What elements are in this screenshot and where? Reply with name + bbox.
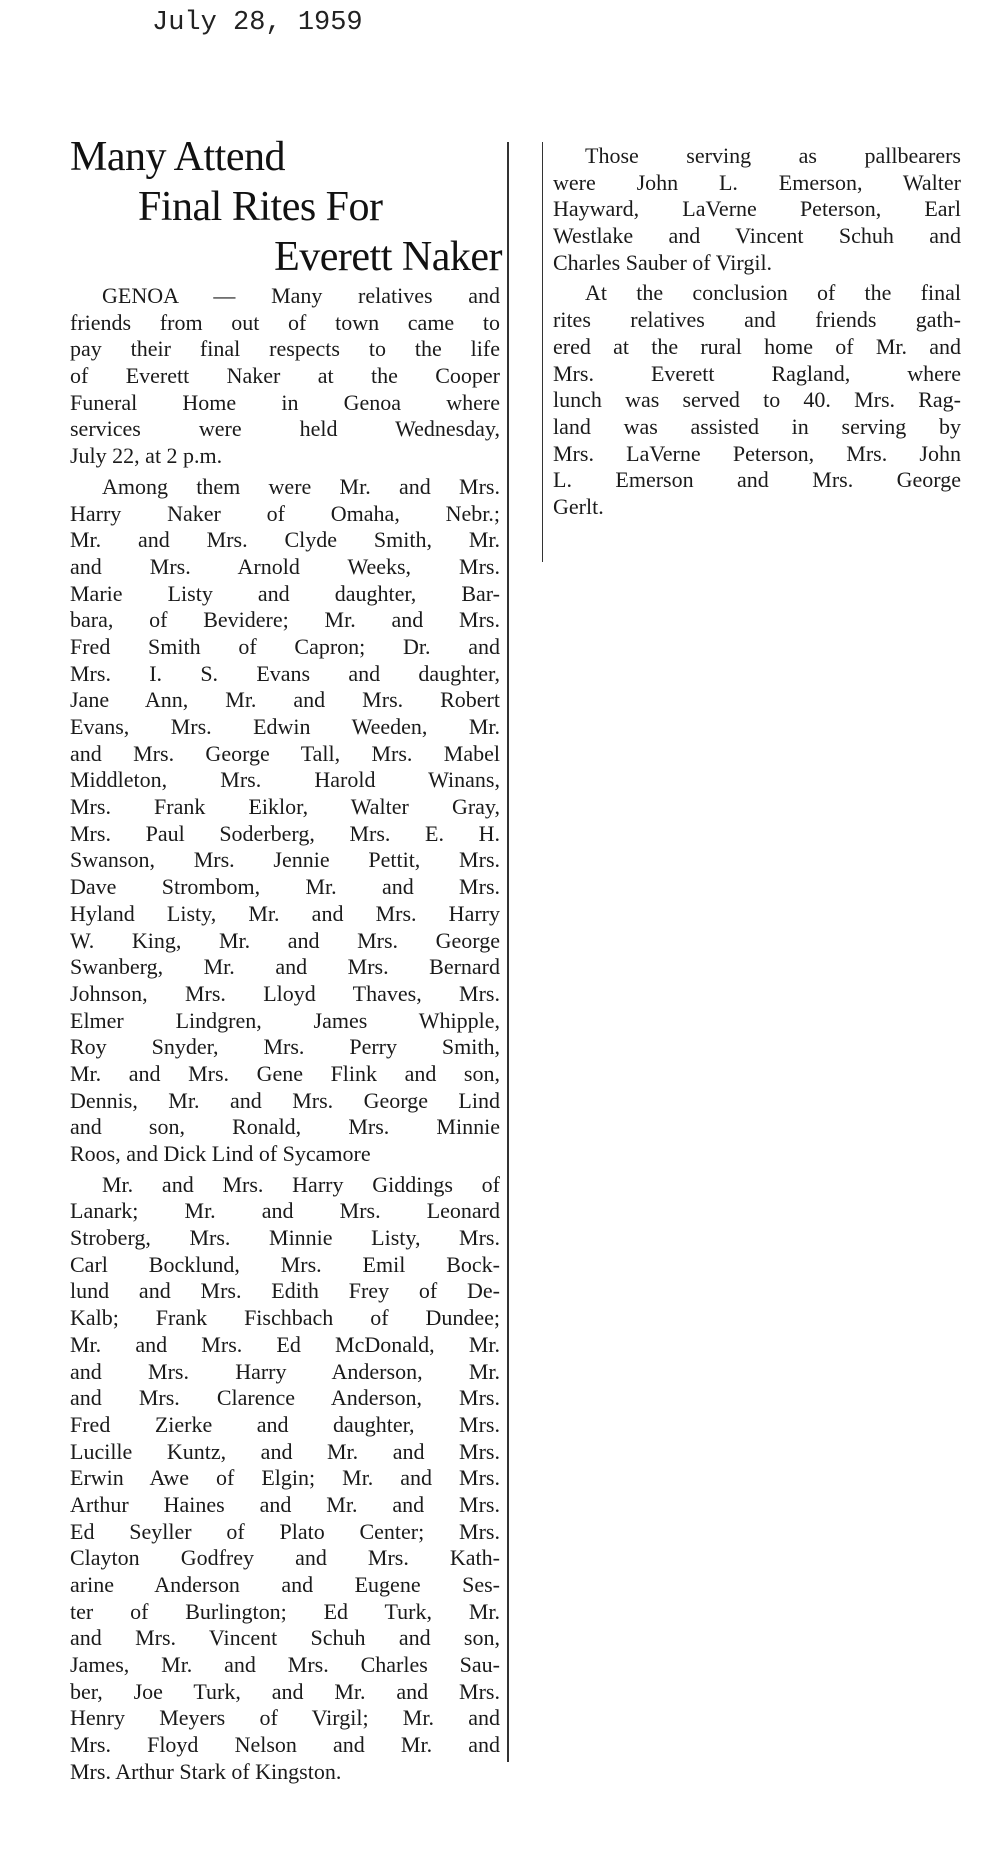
text-line: of Everett Naker at the Cooper <box>70 363 500 389</box>
text-line: friends from out of town came to <box>70 309 500 335</box>
text-line: lund and Mrs. Edith Frey of De- <box>70 1278 500 1304</box>
column-rule <box>507 142 509 1762</box>
text-line: ber, Joe Turk, and Mr. and Mrs. <box>70 1678 500 1704</box>
text-line: Mr. and Mrs. Gene Flink and son, <box>70 1060 500 1086</box>
text-line: lunch was served to 40. Mrs. Rag- <box>553 387 961 413</box>
text-line: Swanson, Mrs. Jennie Pettit, Mrs. <box>70 847 500 873</box>
text-line: Hayward, LaVerne Peterson, Earl <box>553 196 961 222</box>
text-line: July 22, at 2 p.m. <box>70 443 223 469</box>
text-line: Those serving as pallbearers <box>585 143 961 168</box>
column-rule <box>542 142 543 562</box>
text-line: Fred Zierke and daughter, Mrs. <box>70 1411 500 1437</box>
text-line: and Mrs. Harry Anderson, Mr. <box>70 1358 500 1384</box>
text-line: Arthur Haines and Mr. and Mrs. <box>70 1491 500 1517</box>
headline-line: Everett Naker <box>274 234 502 280</box>
text-line: services were held Wednesday, <box>70 416 500 442</box>
text-line: Erwin Awe of Elgin; Mr. and Mrs. <box>70 1465 500 1491</box>
text-line: Carl Bocklund, Mrs. Emil Bock- <box>70 1251 500 1277</box>
text-line: and Mrs. Arnold Weeks, Mrs. <box>70 553 500 579</box>
text-line: and Mrs. George Tall, Mrs. Mabel <box>70 740 500 766</box>
article-headline <box>70 132 502 282</box>
text-line: Roos, and Dick Lind of Sycamore <box>70 1141 371 1166</box>
text-line: bara, of Bevidere; Mr. and Mrs. <box>70 607 500 633</box>
text-line: Mrs. I. S. Evans and daughter, <box>70 660 500 686</box>
text-line: Mr. and Mrs. Ed McDonald, Mr. <box>70 1331 500 1357</box>
text-line: Funeral Home in Genoa where <box>70 389 500 415</box>
text-line: arine Anderson and Eugene Ses- <box>70 1572 500 1597</box>
text-line: land was assisted in serving by <box>553 413 961 439</box>
paragraph <box>70 283 500 470</box>
text-line: Jane Ann, Mr. and Mrs. Robert <box>70 687 500 713</box>
paragraph <box>70 1172 500 1786</box>
text-line: Stroberg, Mrs. Minnie Listy, Mrs. <box>70 1225 500 1251</box>
headline-line: Final Rites For <box>138 184 383 230</box>
text-line: Dennis, Mr. and Mrs. George Lind <box>70 1087 500 1113</box>
paragraph <box>70 474 500 1168</box>
text-line: Swanberg, Mr. and Mrs. Bernard <box>70 954 500 980</box>
text-line: Marie Listy and daughter, Bar- <box>70 580 500 606</box>
text-line: ter of Burlington; Ed Turk, Mr. <box>70 1598 500 1624</box>
text-line: Ed Seyller of Plato Center; Mrs. <box>70 1518 500 1544</box>
text-line: Mrs. Everett Ragland, where <box>553 360 961 386</box>
text-line: W. King, Mr. and Mrs. George <box>70 927 500 953</box>
text-line: Lanark; Mr. and Mrs. Leonard <box>70 1198 500 1224</box>
clipping-date: July 28, 1959 <box>152 8 363 38</box>
text-line: Mr. and Mrs. Harry Giddings of <box>102 1171 500 1197</box>
text-line: were John L. Emerson, Walter <box>553 169 961 195</box>
headline-line: Many Attend <box>70 134 285 180</box>
text-line: Johnson, Mrs. Lloyd Thaves, Mrs. <box>70 980 500 1006</box>
right-column <box>553 143 961 525</box>
text-line: Dave Strombom, Mr. and Mrs. <box>70 874 500 900</box>
text-line: Evans, Mrs. Edwin Weeden, Mr. <box>70 714 500 739</box>
text-line: Fred Smith of Capron; Dr. and <box>70 633 500 659</box>
text-line: Mrs. Paul Soderberg, Mrs. E. H. <box>70 820 500 846</box>
paragraph <box>553 143 961 276</box>
text-line: and son, Ronald, Mrs. Minnie <box>70 1114 500 1140</box>
text-line: Mrs. Frank Eiklor, Walter Gray, <box>70 794 500 820</box>
text-line: Mrs. Floyd Nelson and Mr. and <box>70 1732 500 1758</box>
text-line: Westlake and Vincent Schuh and <box>553 223 961 249</box>
text-line: At the conclusion of the final <box>585 280 961 306</box>
text-line: Roy Snyder, Mrs. Perry Smith, <box>70 1034 500 1060</box>
text-line: Henry Meyers of Virgil; Mr. and <box>70 1705 500 1731</box>
text-line: Gerlt. <box>553 493 604 519</box>
text-line: rites relatives and friends gath- <box>553 307 961 333</box>
text-line: Harry Naker of Omaha, Nebr.; <box>70 500 500 526</box>
text-line: Middleton, Mrs. Harold Winans, <box>70 767 500 793</box>
text-line: L. Emerson and Mrs. George <box>553 467 961 493</box>
text-line: Among them were Mr. and Mrs. <box>102 473 500 499</box>
text-line: Kalb; Frank Fischbach of Dundee; <box>70 1305 500 1331</box>
text-line: James, Mr. and Mrs. Charles Sau- <box>70 1652 500 1678</box>
text-line: Charles Sauber of Virgil. <box>553 249 773 275</box>
text-line: Hyland Listy, Mr. and Mrs. Harry <box>70 900 500 926</box>
text-line: Lucille Kuntz, and Mr. and Mrs. <box>70 1438 500 1464</box>
paragraph <box>553 280 961 520</box>
text-line: Mrs. Arthur Stark of Kingston. <box>70 1758 342 1784</box>
left-column <box>70 283 500 1790</box>
text-line: ered at the rural home of Mr. and <box>553 333 961 359</box>
text-line: pay their final respects to the life <box>70 336 500 362</box>
text-line: Mrs. LaVerne Peterson, Mrs. John <box>553 440 961 466</box>
text-line: Mr. and Mrs. Clyde Smith, Mr. <box>70 527 500 553</box>
text-line: and Mrs. Clarence Anderson, Mrs. <box>70 1385 500 1411</box>
text-line: GENOA — Many relatives and <box>102 283 500 308</box>
text-line: and Mrs. Vincent Schuh and son, <box>70 1625 500 1651</box>
text-line: Elmer Lindgren, James Whipple, <box>70 1007 500 1033</box>
text-line: Clayton Godfrey and Mrs. Kath- <box>70 1545 500 1571</box>
